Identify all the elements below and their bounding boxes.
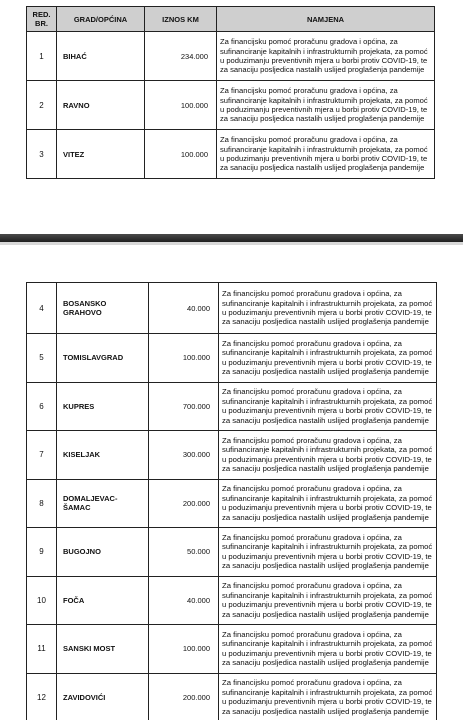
- row-purpose: Za financijsku pomoć proračunu gradova i općina, za sufinanciranje kapitalnih i infrastrukturnih projekata, za pomoć u poduzimanju preventivnih mjera u borbi protiv COVID-19, te za sanaciju posljedica nastalih uslijed proglašenja pandemije: [219, 431, 437, 480]
- row-number: 1: [27, 32, 57, 81]
- row-amount: 100.000: [145, 130, 217, 179]
- row-purpose: Za financijsku pomoć proračunu gradova i općina, za sufinanciranje kapitalnih i infrastrukturnih projekata, za pomoć u poduzimanju preventivnih mjera u borbi protiv COVID-19, te za sanaciju posljedica nastalih uslijed proglašenja pandemije: [219, 625, 437, 674]
- row-purpose: Za financijsku pomoć proračunu gradova i općina, za sufinanciranje kapitalnih i infrastrukturnih projekata, za pomoć u poduzimanju preventivnih mjera u borbi protiv COVID-19, te za sanaciju posljedica nastalih uslijed proglašenja pandemije: [217, 32, 435, 81]
- row-purpose: Za financijsku pomoć proračunu gradova i općina, za sufinanciranje kapitalnih i infrastrukturnih projekata, za pomoć u poduzimanju preventivnih mjera u borbi protiv COVID-19, te za sanaciju posljedica nastalih uslijed proglašenja pandemije: [219, 283, 437, 334]
- row-number: 9: [27, 528, 57, 577]
- row-city-line1: BOSANSKO: [63, 299, 107, 308]
- row-amount: 100.000: [149, 625, 219, 674]
- row-number: 11: [27, 625, 57, 674]
- row-purpose: Za financijsku pomoć proračunu gradova i općina, za sufinanciranje kapitalnih i infrastrukturnih projekata, za pomoć u poduzimanju preventivnih mjera u borbi protiv COVID-19, te za sanaciju posljedica nastalih uslijed proglašenja pandemije: [219, 576, 437, 625]
- row-number: 6: [27, 382, 57, 431]
- row-purpose: Za financijsku pomoć proračunu gradova i općina, za sufinanciranje kapitalnih i infrastrukturnih projekata, za pomoć u poduzimanju preventivnih mjera u borbi protiv COVID-19, te za sanaciju posljedica nastalih uslijed proglašenja pandemije: [219, 528, 437, 577]
- table-row: [27, 130, 435, 179]
- row-purpose: Za financijsku pomoć proračunu gradova i općina, za sufinanciranje kapitalnih i infrastrukturnih projekata, za pomoć u poduzimanju preventivnih mjera u borbi protiv COVID-19, te za sanaciju posljedica nastalih uslijed proglašenja pandemije: [217, 130, 435, 179]
- row-purpose: Za financijsku pomoć proračunu gradova i općina, za sufinanciranje kapitalnih i infrastrukturnih projekata, za pomoć u poduzimanju preventivnih mjera u borbi protiv COVID-19, te za sanaciju posljedica nastalih uslijed proglašenja pandemije: [217, 81, 435, 130]
- row-purpose: Za financijsku pomoć proračunu gradova i općina, za sufinanciranje kapitalnih i infrastrukturnih projekata, za pomoć u poduzimanju preventivnih mjera u borbi protiv COVID-19, te za sanaciju posljedica nastalih uslijed proglašenja pandemije: [219, 334, 437, 383]
- row-city: KISELJAK: [57, 431, 149, 480]
- row-city: TOMISLAVGRAD: [57, 334, 149, 383]
- row-city: SANSKI MOST: [57, 625, 149, 674]
- table-row: [27, 382, 437, 431]
- table-row: [27, 576, 437, 625]
- row-city-line1: DOMALJEVAC-: [63, 494, 118, 504]
- table-row: [27, 81, 435, 130]
- row-city: VITEZ: [57, 130, 145, 179]
- table-row: [27, 32, 435, 81]
- row-city: BIHAĆ: [57, 32, 145, 81]
- header-purpose: NAMJENA: [217, 7, 435, 32]
- row-purpose: Za financijsku pomoć proračunu gradova i općina, za sufinanciranje kapitalnih i infrastrukturnih projekata, za pomoć u poduzimanju preventivnih mjera u borbi protiv COVID-19, te za sanaciju posljedica nastalih uslijed proglašenja pandemije: [219, 382, 437, 431]
- header-city: GRAD/OPĆINA: [57, 7, 145, 32]
- row-number: 2: [27, 81, 57, 130]
- page-separator-shadow: [0, 242, 463, 245]
- document-page-top: [0, 0, 463, 190]
- header-amount: IZNOS KM: [145, 7, 217, 32]
- allocation-table-page-1: [26, 6, 435, 179]
- document-page-bottom: [0, 270, 463, 720]
- row-amount: 234.000: [145, 32, 217, 81]
- row-city: RAVNO: [57, 81, 145, 130]
- row-amount: 300.000: [149, 431, 219, 480]
- row-amount: 200.000: [149, 479, 219, 528]
- table-row: [27, 479, 437, 528]
- row-city: [57, 283, 149, 334]
- table-row: [27, 431, 437, 480]
- row-number: 10: [27, 576, 57, 625]
- row-amount: 40.000: [149, 283, 219, 334]
- page-separator: [0, 234, 463, 242]
- row-amount: 100.000: [145, 81, 217, 130]
- row-number: 3: [27, 130, 57, 179]
- table-row: [27, 673, 437, 720]
- table-header-row: [27, 7, 435, 32]
- row-amount: 200.000: [149, 673, 219, 720]
- row-city: [57, 479, 149, 528]
- row-amount: 40.000: [149, 576, 219, 625]
- row-city: FOČA: [57, 576, 149, 625]
- allocation-table-page-2: [26, 282, 437, 720]
- row-amount: 100.000: [149, 334, 219, 383]
- header-no: RED. BR.: [27, 7, 57, 32]
- row-city-line2: GRAHOVO: [63, 308, 102, 317]
- row-number: 12: [27, 673, 57, 720]
- row-city-line2: ŠAMAC: [63, 503, 91, 513]
- table-row: [27, 334, 437, 383]
- table-row: [27, 528, 437, 577]
- row-number: 4: [27, 283, 57, 334]
- row-city: BUGOJNO: [57, 528, 149, 577]
- row-city: ZAVIDOVIĆI: [57, 673, 149, 720]
- row-number: 5: [27, 334, 57, 383]
- row-amount: 700.000: [149, 382, 219, 431]
- table-row: [27, 283, 437, 334]
- row-purpose: Za financijsku pomoć proračunu gradova i općina, za sufinanciranje kapitalnih i infrastrukturnih projekata, za pomoć u poduzimanju preventivnih mjera u borbi protiv COVID-19, te za sanaciju posljedica nastalih uslijed proglašenja pandemije: [219, 479, 437, 528]
- row-number: 8: [27, 479, 57, 528]
- row-city: KUPRES: [57, 382, 149, 431]
- row-purpose: Za financijsku pomoć proračunu gradova i općina, za sufinanciranje kapitalnih i infrastrukturnih projekata, za pomoć u poduzimanju preventivnih mjera u borbi protiv COVID-19, te za sanaciju posljedica nastalih uslijed proglašenja pandemije: [219, 673, 437, 720]
- row-number: 7: [27, 431, 57, 480]
- row-amount: 50.000: [149, 528, 219, 577]
- table-row: [27, 625, 437, 674]
